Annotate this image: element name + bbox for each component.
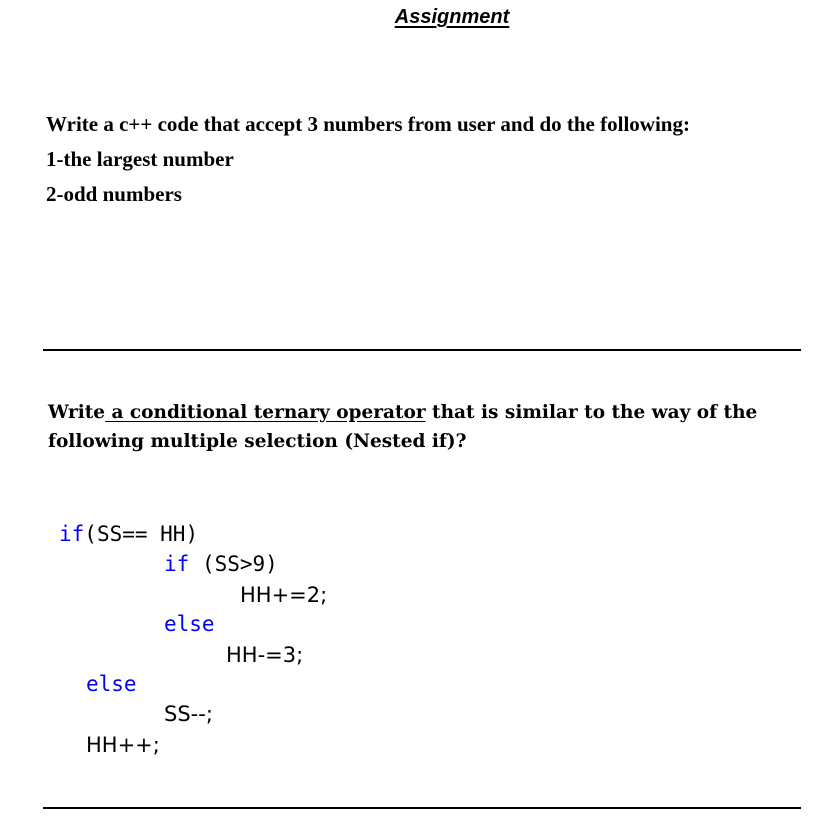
code-line-add: HH+=2; xyxy=(240,583,328,607)
question1-prompt: Write a c++ code that accept 3 numbers from user and do the following: xyxy=(46,112,690,136)
question1-item-odd: 2-odd numbers xyxy=(46,182,182,206)
code-line-outer-if xyxy=(59,522,198,546)
code-keyword-else-inner: else xyxy=(164,612,215,636)
code-keyword-else-outer: else xyxy=(86,672,137,696)
code-line-sub: HH-=3; xyxy=(226,643,304,667)
code-line-dec: SS--; xyxy=(164,702,213,726)
section-divider xyxy=(43,349,801,351)
code-condition: (SS== HH) xyxy=(84,522,199,546)
code-keyword-if: if xyxy=(59,522,85,546)
question2-text-start: Write xyxy=(48,402,106,423)
code-condition: (SS>9) xyxy=(189,552,278,576)
code-keyword-if: if xyxy=(164,552,190,576)
section-divider xyxy=(43,807,801,809)
code-line-inc: HH++; xyxy=(86,733,160,757)
question1-item-largest: 1-the largest number xyxy=(46,147,234,171)
question2-prompt-line1 xyxy=(48,402,757,423)
page-title: Assignment xyxy=(394,6,510,28)
question2-underlined-phrase: a conditional ternary operator xyxy=(105,402,426,423)
question2-text-end: that is similar to the way of the xyxy=(425,402,758,423)
code-line-inner-if xyxy=(164,552,278,576)
question2-prompt-line2: following multiple selection (Nested if)? xyxy=(48,431,467,452)
